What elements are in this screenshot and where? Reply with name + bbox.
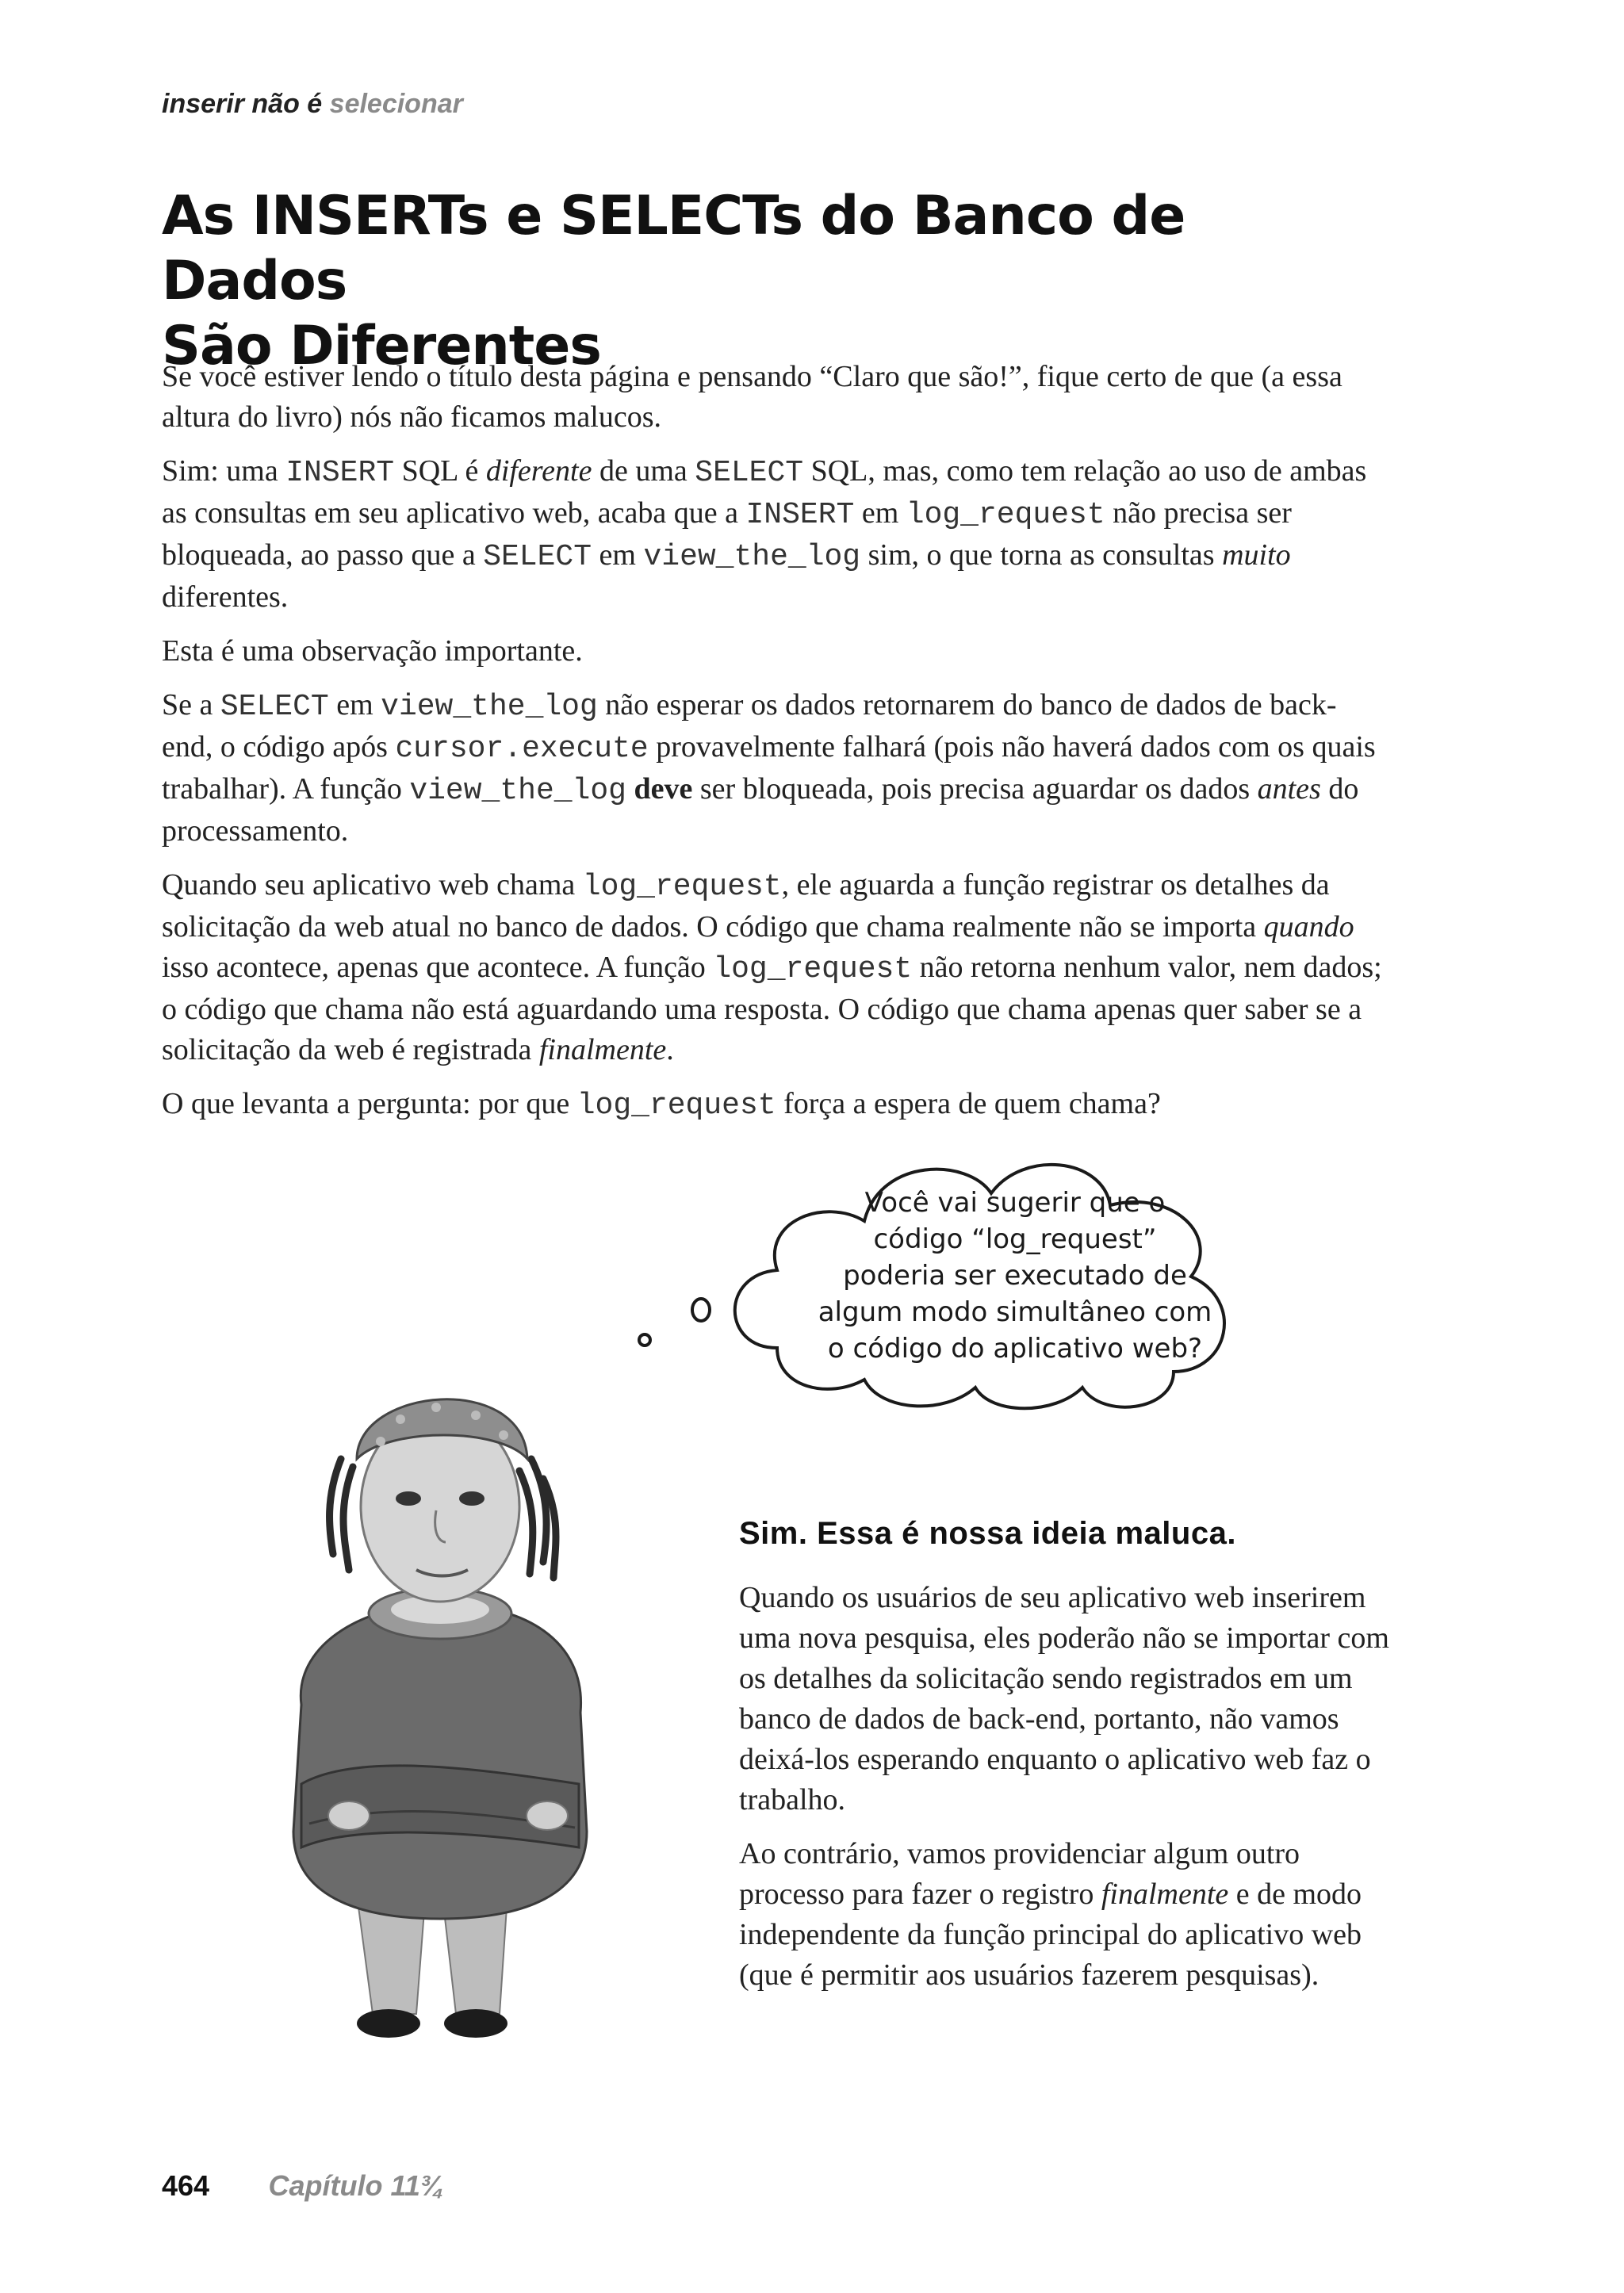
emphasis: finalmente	[1101, 1878, 1229, 1911]
page-title	[162, 184, 1351, 379]
emphasis: quando	[1263, 910, 1354, 944]
text: SQL, mas, como tem relação ao uso de ambas as consultas em seu aplicativo web, acaba que a	[162, 454, 1367, 530]
thought-line: código “log_request”	[873, 1223, 1157, 1255]
text: não esperar os dados retornarem do banco de dados de back-end, o código após	[162, 688, 1337, 764]
body-text	[162, 357, 1383, 1139]
page-title-line-2: São Diferentes	[162, 315, 601, 377]
code-log-request: log_request	[713, 952, 913, 986]
text: força a espera de quem chama?	[776, 1087, 1161, 1120]
emphasis: finalmente	[538, 1033, 667, 1066]
thought-line: o código do aplicativo web?	[827, 1333, 1203, 1365]
code-view-the-log: view_the_log	[409, 774, 626, 808]
paragraph-1: Se você estiver lendo o título desta página e pensando “Claro que são!”, fique certo de que (a essa altura do livro) nós não ficamos malucos.	[162, 360, 1342, 434]
side-paragraph-1: Quando os usuários de seu aplicativo web inserirem uma nova pesquisa, eles poderão não se importar com os detalhes da solicitação sendo registrados em um banco de dados de back-end, portanto, não vamos deixá-los esperando enquanto o aplicativo web faz o trabalho.	[739, 1581, 1389, 1816]
text: em	[854, 496, 906, 530]
text: sim, o que torna as consultas	[860, 538, 1223, 572]
text: de uma	[592, 454, 695, 488]
text: Sim: uma	[162, 454, 286, 488]
thought-line: Você vai sugerir que o	[864, 1187, 1166, 1219]
running-head-accent: selecionar	[329, 89, 463, 119]
text: do processamento.	[162, 772, 1359, 848]
thought-bubble-text	[817, 1185, 1213, 1367]
emphasis: antes	[1257, 772, 1321, 806]
text: , ele aguarda a função registrar os detalhes da solicitação da web atual no banco de dados. O código que chama realmente não se importa	[162, 868, 1330, 944]
paragraph-5	[162, 865, 1383, 1070]
text: provavelmente falhará (pois não haverá dados com os quais trabalhar). A função	[162, 730, 1376, 806]
text: Se a	[162, 688, 220, 722]
text: diferentes.	[162, 580, 289, 614]
text: ser bloqueada, pois precisa aguardar os dados	[692, 772, 1258, 806]
paragraph-4	[162, 685, 1383, 852]
code-insert: INSERT	[285, 456, 395, 490]
code-cursor-execute: cursor.execute	[395, 732, 649, 766]
running-head-prefix: inserir não é	[162, 89, 323, 119]
paragraph-3: Esta é uma observação importante.	[162, 634, 583, 668]
chapter-label: Capítulo 11¾	[268, 2169, 444, 2202]
code-log-request: log_request	[582, 870, 782, 904]
code-select: SELECT	[483, 540, 592, 574]
text: O que levanta a pergunta: por que	[162, 1087, 577, 1120]
side-paragraph-2	[739, 1834, 1397, 1996]
emphasis: diferente	[485, 454, 592, 488]
code-view-the-log: view_the_log	[381, 690, 598, 724]
paragraph-6	[162, 1084, 1383, 1126]
code-insert: INSERT	[745, 498, 855, 532]
page-title-line-1: As INSERTs e SELECTs do Banco de Dados	[162, 185, 1185, 312]
person-photo	[238, 1340, 650, 2054]
text: .	[666, 1033, 674, 1066]
side-heading: Sim. Essa é nossa ideia maluca.	[739, 1516, 1236, 1551]
page-number: 464	[162, 2169, 210, 2202]
text: isso acontece, apenas que acontece. A função	[162, 951, 714, 984]
thought-line: algum modo simultâneo com	[818, 1296, 1212, 1328]
code-select: SELECT	[220, 690, 329, 724]
code-view-the-log: view_the_log	[643, 540, 861, 574]
text: SQL é	[394, 454, 486, 488]
thought-line: poderia ser executado de	[843, 1260, 1187, 1292]
text: e de modo independente da função principal do aplicativo web (que é permitir aos usuários fazerem pesquisas).	[739, 1878, 1362, 1992]
text: Ao contrário, vamos providenciar algum outro processo para fazer o registro	[739, 1837, 1300, 1911]
code-log-request: log_request	[906, 498, 1105, 532]
text: não precisa ser bloqueada, ao passo que a	[162, 496, 1292, 572]
text: em	[592, 538, 644, 572]
code-log-request: log_request	[576, 1089, 776, 1123]
text: Quando seu aplicativo web chama	[162, 868, 583, 902]
side-text	[739, 1578, 1397, 2009]
text: não retorna nenhum valor, nem dados; o código que chama não está aguardando uma resposta. O código que chama apenas quer saber se a solicitação da web é registrada	[162, 951, 1382, 1066]
emphasis: muito	[1222, 538, 1291, 572]
paragraph-2	[162, 451, 1383, 618]
code-select: SELECT	[695, 456, 804, 490]
running-head	[162, 89, 463, 120]
text: em	[328, 688, 381, 722]
page-footer	[162, 2169, 444, 2203]
bold: deve	[634, 772, 693, 806]
